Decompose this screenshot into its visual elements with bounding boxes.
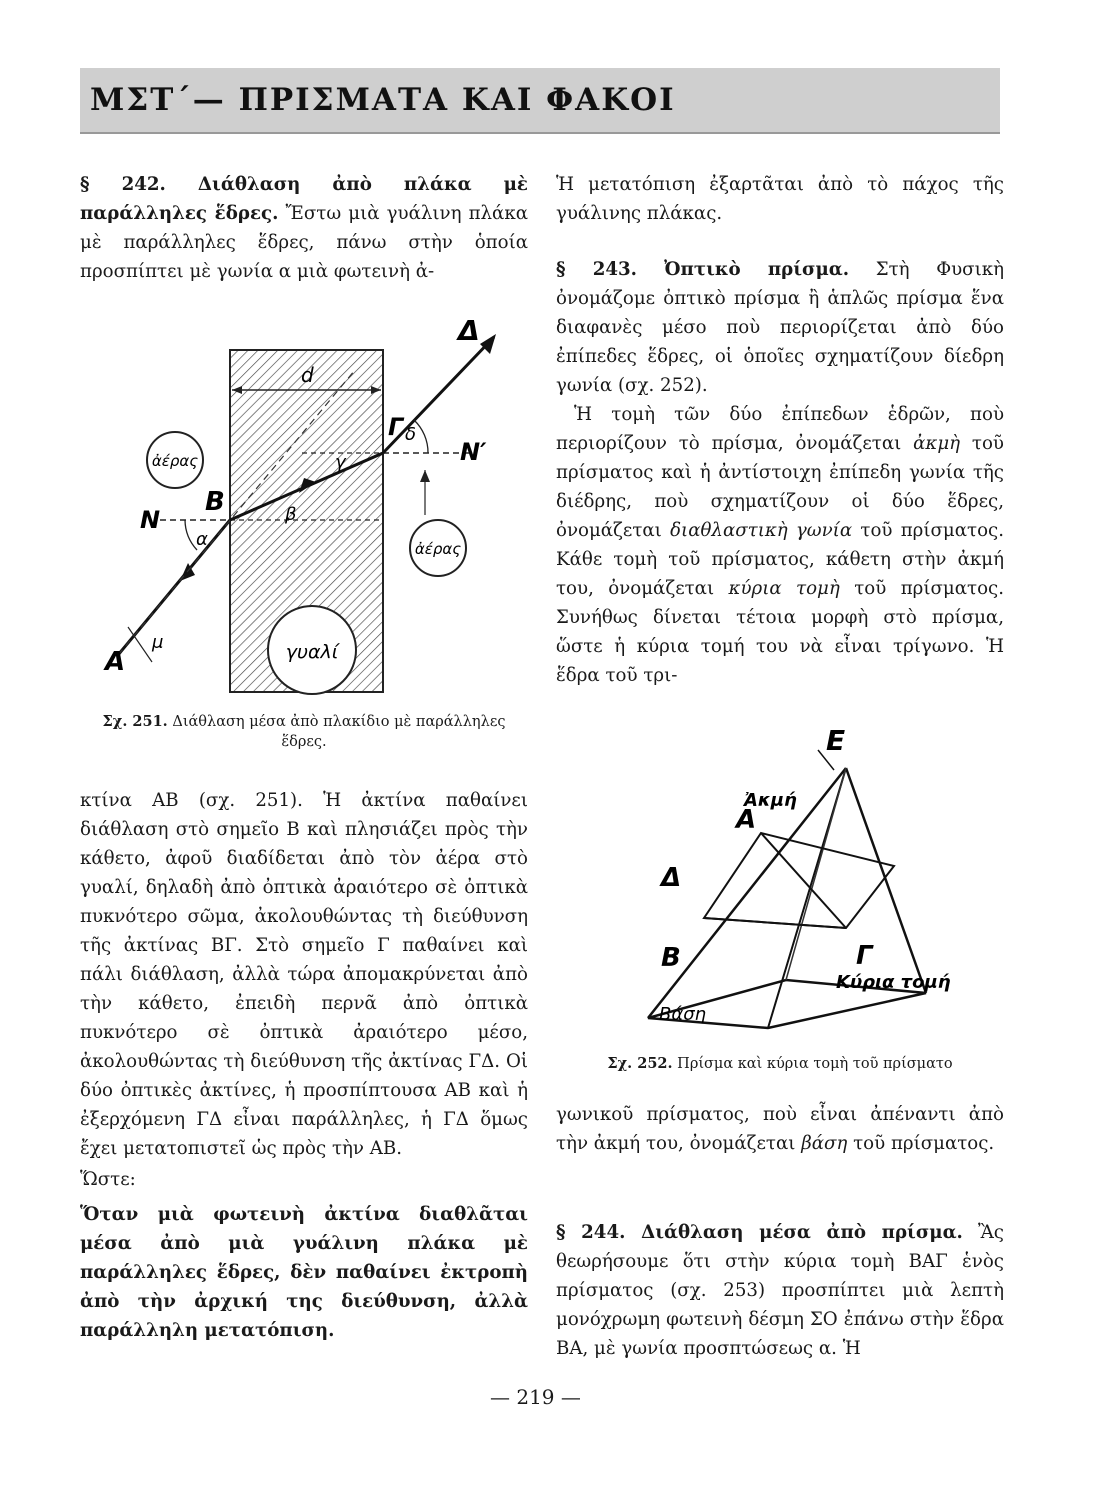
figure-252-caption	[556, 1054, 1004, 1074]
shift-label-mu: μ	[152, 632, 164, 653]
section-243-p2d: τοῦ πρίσματος. Συνήθως δίνεται τέτοια μορφὴ στὸ πρίσμα, ὥστε ἡ κύρια τομή του νὰ εἶναι τρίγωνο. Ἡ ἕδρα τοῦ τρι-	[556, 578, 1004, 686]
section-242-intro	[80, 170, 528, 286]
point-label-B: B	[205, 487, 225, 517]
principal-section-label: Κύρια τομή	[836, 972, 951, 993]
angle-label-gamma: γ	[335, 452, 346, 473]
term-base: βάση	[801, 1133, 848, 1154]
section-243-p2c: τοῦ πρίσματος. Κάθε τομὴ τοῦ πρίσματος, κάθετη στὴν ἀκμή του, ὀνομάζεται	[556, 520, 1004, 599]
section-242-continued-text: Ἡ μετατόπιση ἐξαρτᾶται ἀπὸ τὸ πάχος τῆς γυάλινης πλάκας.	[556, 174, 1004, 224]
chapter-title: ΜΣΤ΄— ΠΡΙΣΜΑΤΑ ΚΑΙ ΦΑΚΟΙ	[90, 82, 676, 118]
section-243-p2b: τοῦ πρίσματος καὶ ἡ ἀντίστοιχη ἐπίπεδη γωνία τῆς διέδρης, ποὺ σχηματίζουν οἱ δύο ἕδρες, ὀνομάζεται	[556, 433, 1004, 541]
angle-delta-arc	[414, 420, 428, 453]
section-242-so: Ὥστε:	[80, 1169, 136, 1190]
section-243-p3a: γωνικοῦ πρίσματος, ποὺ εἶναι ἀπέναντι ἀπὸ τὴν ἀκμή του, ὀνομάζεται	[556, 1104, 1004, 1154]
prism-label-D: Δ	[661, 863, 682, 893]
principal-section-base	[704, 918, 846, 928]
section-243-heading: § 243. Ὀπτικὸ πρίσμα.	[556, 259, 850, 280]
figure-252-caption-text: Πρίσμα καὶ κύρια τομὴ τοῦ πρίσματο	[677, 1056, 953, 1072]
chapter-header-bar	[80, 68, 1000, 134]
section-244-heading: § 244. Διάθλαση μέσα ἀπὸ πρίσμα.	[556, 1222, 963, 1243]
section-243-p2a: Ἡ τομὴ τῶν δύο ἐπίπεδων ἑδρῶν, ποὺ περιορίζουν τὸ πρίσμα, ὀνομάζεται	[556, 404, 1004, 454]
shift-indicator	[128, 627, 152, 662]
section-242-body	[80, 786, 528, 1345]
section-242-continued	[556, 170, 1004, 228]
figure-251-caption	[80, 712, 528, 752]
figure-251-caption-label: Σχ. 251.	[102, 713, 168, 730]
figure-251-caption-text: Διάθλαση μέσα ἀπὸ πλακίδιο μὲ παράλληλες ἕδρες.	[172, 714, 506, 750]
section-242-intro-text: Ἔστω μιὰ γυάλινη πλάκα μὲ παράλληλες ἕδρες, πάνω στὴν ὁποία προσπίπτει μὲ γωνία α μιὰ φωτεινὴ ἀ-	[80, 203, 528, 282]
base-label: Βάση	[659, 1004, 707, 1025]
section-243-p3b: τοῦ πρίσματος.	[853, 1133, 995, 1154]
principal-section-quad	[704, 833, 894, 928]
section-244-body: Ἂς θεωρήσουμε ὅτι στὴν κύρια τομὴ ΒΑΓ ἑνὸς πρίσματος (σχ. 253) προσπίπτει μιὰ λεπτὴ μονόχρωμη φωτεινὴ δέσμη ΣΟ ἐπάνω στὴν ἕδρα ΒΑ, μὲ γωνία προσπτώσεως α. Ἡ	[556, 1222, 1004, 1359]
normal-label-N2: N′	[460, 438, 487, 466]
prism-label-A: Α	[736, 805, 757, 835]
figure-252-prism	[556, 728, 1004, 1048]
section-243-continued	[556, 1100, 1004, 1158]
figure-251-refraction-plate	[80, 310, 528, 705]
section-243-p1: Στὴ Φυσικὴ ὀνομάζομε ὀπτικὸ πρίσμα ἢ ἁπλῶς πρίσμα ἕνα διαφανὲς μέσο ποὺ περιορίζεται ἀπὸ δύο ἐπίπεδες ἕδρες, οἱ ὁποῖες σχηματίζουν δίεδρη γωνία (σχ. 252).	[556, 259, 1004, 396]
thickness-label-d: d	[301, 363, 314, 387]
angle-label-alpha: α	[196, 529, 208, 550]
air-label-right: ἀέρας	[414, 540, 462, 558]
page-number: — 219 —	[490, 1385, 581, 1409]
normal-label-N: N	[140, 506, 161, 534]
figure-252-caption-label: Σχ. 252.	[607, 1055, 673, 1072]
point-label-A: A	[105, 647, 126, 677]
point-label-D: Δ	[458, 314, 480, 347]
air-label-left: ἀέρας	[151, 452, 199, 470]
prism-label-B: Β	[661, 943, 681, 973]
prism-label-G: Γ	[856, 941, 873, 971]
term-principal-section: κύρια τομὴ	[728, 578, 840, 599]
section-242-body-text: κτίνα ΑΒ (σχ. 251). Ἡ ἀκτίνα παθαίνει διάθλαση στὸ σημεῖο Β καὶ πλησιάζει πρὸς τὴν κάθετο, ἀφοῦ διαδίδεται ἀπὸ τὸν ἀέρα στὸ γυαλί, δηλαδὴ ἀπὸ ὀπτικὰ ἀραιότερο σὲ ὀπτικὰ πυκνότερο σῶμα, ἀκολουθώντας τὴ διεύθυνση τῆς ἀκτίνας ΒΓ. Στὸ σημεῖο Γ παθαίνει καὶ πάλι διάθλαση, ἀλλὰ τώρα ἀπομακρύνεται ἀπὸ τὴν κάθετο, ἐπειδὴ περνᾶ ἀπὸ ὀπτικὰ πυκνότερο σὲ ὀπτικὰ ἀραιότερο μέσο, ἀκολουθώντας τὴ διεύθυνση τῆς ἀκτίνας ΓΔ. Οἱ δύο ὀπτικὲς ἀκτίνες, ἡ προσπίπτουσα ΑΒ καὶ ἡ ἐξερχόμενη ΓΔ εἶναι παράλληλες, ἡ ΓΔ ὅμως ἔχει μετατοπιστεῖ ὡς πρὸς τὴν ΑΒ.	[80, 790, 528, 1159]
point-label-G: Γ	[388, 413, 404, 441]
section-242-conclusion: Ὅταν μιὰ φωτεινὴ ἀκτίνα διαθλᾶται μέσα ἀπὸ μιὰ γυάλινη πλάκα μὲ παράλληλες ἕδρες, δὲν παθαίνει ἐκτροπὴ ἀπὸ τὴν ἀρχική της διεύθυνση, ἀλλὰ παράλληλη μετατόπιση.	[80, 1204, 528, 1341]
principal-section-edge	[761, 833, 846, 928]
glass-label: γυαλί	[285, 641, 339, 663]
prism-label-E: Ε	[826, 728, 846, 757]
edge-label: Ἀκμή	[744, 790, 797, 811]
term-refracting-angle: διαθλαστικὴ γωνία	[670, 520, 853, 541]
section-243	[556, 255, 1004, 690]
term-akmi: ἀκμὴ	[913, 433, 961, 454]
angle-label-delta: δ	[405, 424, 417, 445]
section-242-heading: § 242. Διάθλαση ἀπὸ πλάκα μὲ παράλληλες ἕδρες.	[80, 174, 528, 224]
angle-label-beta: β	[285, 504, 297, 525]
section-244	[556, 1218, 1004, 1363]
